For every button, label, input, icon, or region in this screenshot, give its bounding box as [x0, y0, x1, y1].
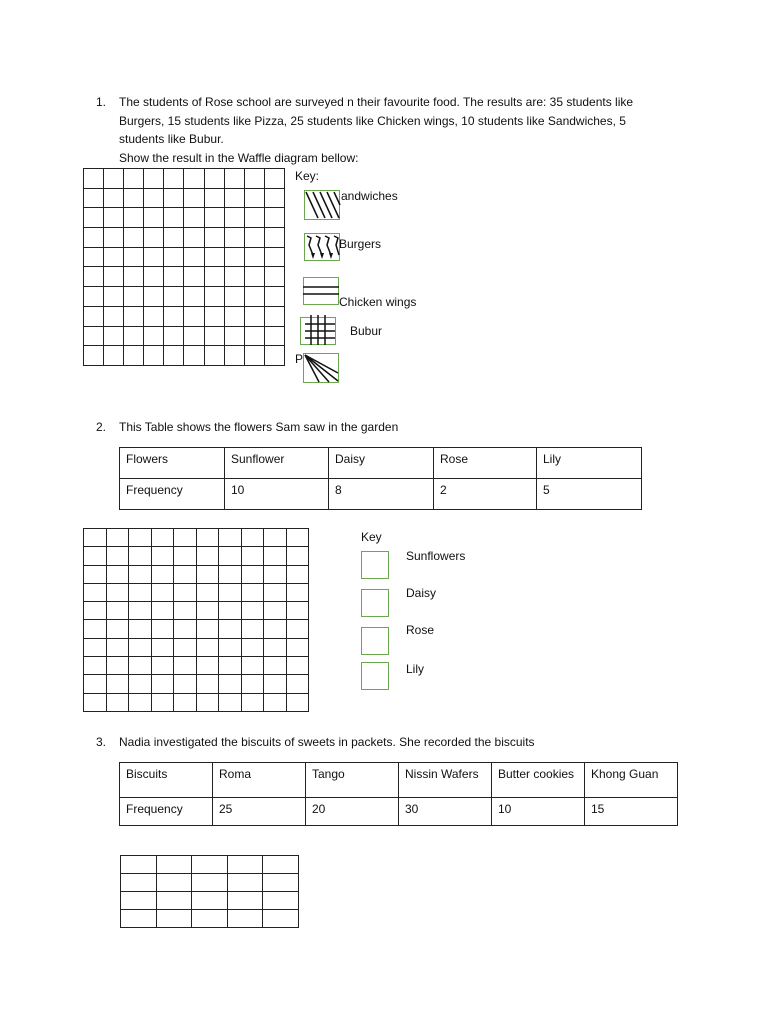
grid-cell[interactable] [84, 326, 104, 346]
grid-cell[interactable] [241, 529, 264, 547]
grid-cell[interactable] [84, 638, 107, 656]
grid-cell[interactable] [264, 693, 287, 711]
grid-cell[interactable] [192, 892, 228, 910]
grid-cell[interactable] [106, 547, 129, 565]
q1-line-4: Show the result in the Waffle diagram bellow: [119, 150, 359, 165]
q2-header-label: Flowers [120, 448, 225, 479]
grid-cell[interactable] [286, 657, 309, 675]
grid-cell[interactable] [106, 620, 129, 638]
grid-cell[interactable] [219, 583, 242, 601]
q3-value-roma: 25 [213, 798, 306, 826]
grid-cell[interactable] [104, 228, 124, 248]
q3-number: 3. [96, 735, 107, 749]
q3-col-butter-cookies: Butter cookies [492, 763, 585, 798]
grid-cell[interactable] [144, 287, 164, 307]
q1-line-2: Burgers, 15 students like Pizza, 25 students like Chicken wings, 10 students like Sandwiches, 5 [119, 113, 626, 128]
grid-cell[interactable] [164, 208, 184, 228]
grid-cell[interactable] [224, 208, 244, 228]
grid-cell[interactable] [84, 228, 104, 248]
grid-cell[interactable] [84, 208, 104, 228]
grid-cell[interactable] [196, 693, 219, 711]
grid-cell[interactable] [84, 547, 107, 565]
q2-col-lily: Lily [537, 448, 642, 479]
grid-cell[interactable] [227, 910, 263, 928]
grid-cell[interactable] [241, 675, 264, 693]
grid-cell[interactable] [241, 565, 264, 583]
grid-cell[interactable] [104, 188, 124, 208]
grid-cell[interactable] [164, 247, 184, 267]
grid-cell[interactable] [219, 620, 242, 638]
grid-cell[interactable] [144, 228, 164, 248]
grid-cell[interactable] [264, 208, 284, 228]
grid-cell[interactable] [129, 657, 152, 675]
grid-cell[interactable] [84, 565, 107, 583]
grid-cell[interactable] [224, 306, 244, 326]
grid-cell[interactable] [264, 602, 287, 620]
grid-cell[interactable] [244, 346, 264, 366]
q2-key-title: Key [361, 530, 382, 544]
grid-cell[interactable] [84, 583, 107, 601]
grid-cell[interactable] [84, 602, 107, 620]
grid-cell[interactable] [106, 529, 129, 547]
grid-cell[interactable] [104, 169, 124, 189]
grid-cell[interactable] [241, 620, 264, 638]
grid-cell[interactable] [184, 267, 204, 287]
grid-cell[interactable] [204, 169, 224, 189]
grid-cell[interactable] [151, 583, 174, 601]
q2-key-rose: Rose [406, 623, 435, 637]
grid-cell[interactable] [124, 169, 144, 189]
q2-value-lily: 5 [537, 479, 642, 510]
grid-cell[interactable] [264, 247, 284, 267]
grid-cell[interactable] [196, 583, 219, 601]
grid-cell[interactable] [244, 247, 264, 267]
q2-value-rose: 2 [434, 479, 537, 510]
q1-key-burgers: Burgers [339, 237, 382, 251]
grid-cell[interactable] [104, 287, 124, 307]
grid-cell[interactable] [129, 602, 152, 620]
grid-cell[interactable] [241, 583, 264, 601]
grid-cell[interactable] [129, 583, 152, 601]
grid-cell[interactable] [244, 287, 264, 307]
grid-cell[interactable] [129, 693, 152, 711]
grid-cell[interactable] [204, 267, 224, 287]
grid-cell[interactable] [196, 638, 219, 656]
grid-cell[interactable] [264, 326, 284, 346]
grid-cell[interactable] [241, 693, 264, 711]
grid-cell[interactable] [192, 910, 228, 928]
bubur-key-icon [300, 315, 336, 345]
grid-cell[interactable] [129, 675, 152, 693]
q1-line-1: The students of Rose school are surveyed n their favourite food. The results are: 35 students like [119, 95, 634, 109]
grid-cell[interactable] [124, 228, 144, 248]
grid-cell[interactable] [224, 287, 244, 307]
q3-col-nissin-wafers: Nissin Wafers [399, 763, 492, 798]
grid-cell[interactable] [264, 675, 287, 693]
grid-cell[interactable] [106, 693, 129, 711]
grid-cell[interactable] [219, 675, 242, 693]
grid-cell[interactable] [84, 169, 104, 189]
grid-cell[interactable] [106, 583, 129, 601]
grid-cell[interactable] [227, 856, 263, 874]
q1-key-title: Key: [295, 169, 320, 183]
pizza-key-icon [303, 353, 339, 383]
grid-cell[interactable] [196, 565, 219, 583]
grid-cell[interactable] [104, 346, 124, 366]
q3-text: Nadia investigated the biscuits of sweets in packets. She recorded the biscuits [119, 735, 535, 749]
grid-cell[interactable] [219, 693, 242, 711]
grid-cell[interactable] [106, 565, 129, 583]
grid-cell[interactable] [174, 638, 197, 656]
grid-cell[interactable] [84, 346, 104, 366]
grid-cell[interactable] [184, 326, 204, 346]
q2-value-sunflower: 10 [225, 479, 329, 510]
grid-cell[interactable] [124, 247, 144, 267]
grid-cell[interactable] [204, 208, 224, 228]
grid-cell[interactable] [156, 910, 192, 928]
grid-cell[interactable] [144, 169, 164, 189]
q2-waffle-grid[interactable] [83, 528, 309, 712]
grid-cell[interactable] [144, 346, 164, 366]
grid-cell[interactable] [241, 547, 264, 565]
grid-cell[interactable] [151, 529, 174, 547]
q1-key-chicken-wings: Chicken wings [339, 295, 417, 309]
grid-cell[interactable] [196, 547, 219, 565]
grid-cell[interactable] [164, 306, 184, 326]
q3-value-khong-guan: 15 [585, 798, 678, 826]
grid-cell[interactable] [129, 620, 152, 638]
grid-cell[interactable] [174, 547, 197, 565]
grid-cell[interactable] [264, 529, 287, 547]
grid-cell[interactable] [264, 267, 284, 287]
grid-cell[interactable] [151, 657, 174, 675]
grid-cell[interactable] [286, 583, 309, 601]
grid-cell[interactable] [241, 657, 264, 675]
grid-cell[interactable] [144, 188, 164, 208]
grid-cell[interactable] [219, 602, 242, 620]
grid-cell[interactable] [184, 188, 204, 208]
grid-cell[interactable] [156, 892, 192, 910]
grid-cell[interactable] [124, 306, 144, 326]
grid-cell[interactable] [244, 228, 264, 248]
grid-cell[interactable] [174, 529, 197, 547]
q1-text [119, 93, 679, 167]
q1-waffle-grid[interactable] [83, 168, 285, 366]
grid-cell[interactable] [184, 169, 204, 189]
grid-cell[interactable] [84, 693, 107, 711]
grid-cell[interactable] [244, 326, 264, 346]
grid-cell[interactable] [227, 874, 263, 892]
grid-cell[interactable] [224, 228, 244, 248]
grid-cell[interactable] [124, 287, 144, 307]
grid-cell[interactable] [106, 602, 129, 620]
grid-cell[interactable] [286, 693, 309, 711]
grid-cell[interactable] [144, 326, 164, 346]
q3-value-nissin-wafers: 30 [399, 798, 492, 826]
grid-cell[interactable] [196, 529, 219, 547]
q3-col-khong-guan: Khong Guan [585, 763, 678, 798]
grid-cell[interactable] [286, 602, 309, 620]
q2-row-label: Frequency [120, 479, 225, 510]
grid-cell[interactable] [156, 874, 192, 892]
grid-cell[interactable] [164, 267, 184, 287]
grid-cell[interactable] [263, 892, 299, 910]
grid-cell[interactable] [144, 208, 164, 228]
grid-cell[interactable] [84, 306, 104, 326]
grid-cell[interactable] [121, 910, 157, 928]
grid-cell[interactable] [263, 874, 299, 892]
grid-cell[interactable] [151, 675, 174, 693]
q2-key-daisy: Daisy [406, 586, 437, 600]
grid-cell[interactable] [264, 638, 287, 656]
grid-cell[interactable] [84, 675, 107, 693]
q3-value-butter-cookies: 10 [492, 798, 585, 826]
grid-cell[interactable] [224, 326, 244, 346]
q2-text: This Table shows the flowers Sam saw in the garden [119, 420, 399, 434]
q3-value-tango: 20 [306, 798, 399, 826]
q3-col-tango: Tango [306, 763, 399, 798]
grid-cell[interactable] [129, 565, 152, 583]
grid-cell[interactable] [204, 247, 224, 267]
grid-cell[interactable] [144, 247, 164, 267]
q2-value-daisy: 8 [329, 479, 434, 510]
grid-cell[interactable] [104, 208, 124, 228]
grid-cell[interactable] [264, 583, 287, 601]
grid-cell[interactable] [264, 188, 284, 208]
q2-key-box-rose[interactable] [361, 627, 389, 655]
grid-cell[interactable] [151, 693, 174, 711]
grid-cell[interactable] [204, 346, 224, 366]
q2-col-sunflower: Sunflower [225, 448, 329, 479]
grid-cell[interactable] [204, 228, 224, 248]
grid-cell[interactable] [174, 693, 197, 711]
q3-waffle-grid[interactable] [120, 855, 299, 928]
grid-cell[interactable] [174, 657, 197, 675]
q1-key-sandwiches: andwiches [341, 189, 398, 203]
grid-cell[interactable] [164, 169, 184, 189]
grid-cell[interactable] [129, 547, 152, 565]
grid-cell[interactable] [144, 306, 164, 326]
q2-number: 2. [96, 420, 107, 434]
q2-col-daisy: Daisy [329, 448, 434, 479]
grid-cell[interactable] [192, 856, 228, 874]
grid-cell[interactable] [219, 638, 242, 656]
q3-row-label: Frequency [120, 798, 213, 826]
chicken-wings-key-icon [303, 277, 339, 305]
q1-key-bubur: Bubur [350, 324, 383, 338]
grid-cell[interactable] [121, 856, 157, 874]
grid-cell[interactable] [241, 638, 264, 656]
grid-cell[interactable] [286, 638, 309, 656]
q3-header-label: Biscuits [120, 763, 213, 798]
grid-cell[interactable] [286, 529, 309, 547]
grid-cell[interactable] [121, 892, 157, 910]
grid-cell[interactable] [144, 267, 164, 287]
grid-cell[interactable] [264, 169, 284, 189]
grid-cell[interactable] [286, 565, 309, 583]
q3-biscuits-table [119, 762, 678, 826]
grid-cell[interactable] [204, 306, 224, 326]
grid-cell[interactable] [196, 620, 219, 638]
grid-cell[interactable] [84, 247, 104, 267]
grid-cell[interactable] [204, 287, 224, 307]
grid-cell[interactable] [104, 306, 124, 326]
grid-cell[interactable] [227, 892, 263, 910]
grid-cell[interactable] [151, 620, 174, 638]
grid-cell[interactable] [196, 657, 219, 675]
grid-cell[interactable] [124, 326, 144, 346]
grid-cell[interactable] [174, 583, 197, 601]
q2-col-rose: Rose [434, 448, 537, 479]
grid-cell[interactable] [84, 529, 107, 547]
grid-cell[interactable] [224, 267, 244, 287]
grid-cell[interactable] [196, 675, 219, 693]
grid-cell[interactable] [264, 287, 284, 307]
grid-cell[interactable] [184, 228, 204, 248]
grid-cell[interactable] [264, 657, 287, 675]
grid-cell[interactable] [124, 346, 144, 366]
grid-cell[interactable] [106, 638, 129, 656]
grid-cell[interactable] [219, 529, 242, 547]
grid-cell[interactable] [264, 228, 284, 248]
grid-cell[interactable] [106, 657, 129, 675]
q2-flowers-table [119, 447, 642, 510]
grid-cell[interactable] [286, 675, 309, 693]
grid-cell[interactable] [174, 620, 197, 638]
grid-cell[interactable] [184, 287, 204, 307]
grid-cell[interactable] [151, 602, 174, 620]
grid-cell[interactable] [84, 267, 104, 287]
grid-cell[interactable] [244, 267, 264, 287]
grid-cell[interactable] [151, 565, 174, 583]
grid-cell[interactable] [184, 208, 204, 228]
grid-cell[interactable] [164, 228, 184, 248]
grid-cell[interactable] [244, 188, 264, 208]
grid-cell[interactable] [264, 565, 287, 583]
grid-cell[interactable] [129, 529, 152, 547]
grid-cell[interactable] [174, 565, 197, 583]
grid-cell[interactable] [174, 602, 197, 620]
grid-cell[interactable] [156, 856, 192, 874]
q2-key-box-sunflowers[interactable] [361, 551, 389, 579]
q3-col-roma: Roma [213, 763, 306, 798]
grid-cell[interactable] [84, 287, 104, 307]
q2-key-lily: Lily [406, 662, 425, 676]
grid-cell[interactable] [219, 565, 242, 583]
grid-cell[interactable] [286, 547, 309, 565]
grid-cell[interactable] [184, 247, 204, 267]
grid-cell[interactable] [151, 547, 174, 565]
grid-cell[interactable] [124, 188, 144, 208]
grid-cell[interactable] [164, 287, 184, 307]
grid-cell[interactable] [264, 306, 284, 326]
q2-key-box-lily[interactable] [361, 662, 389, 690]
grid-cell[interactable] [124, 267, 144, 287]
grid-cell[interactable] [151, 638, 174, 656]
grid-cell[interactable] [264, 620, 287, 638]
grid-cell[interactable] [244, 208, 264, 228]
grid-cell[interactable] [84, 620, 107, 638]
grid-cell[interactable] [164, 326, 184, 346]
sandwiches-key-icon [304, 190, 340, 220]
grid-cell[interactable] [164, 188, 184, 208]
grid-cell[interactable] [104, 247, 124, 267]
grid-cell[interactable] [219, 657, 242, 675]
grid-cell[interactable] [264, 346, 284, 366]
q2-key-box-daisy[interactable] [361, 589, 389, 617]
q2-key-sunflowers: Sunflowers [406, 549, 466, 563]
grid-cell[interactable] [286, 620, 309, 638]
grid-cell[interactable] [192, 874, 228, 892]
burgers-key-icon [304, 233, 340, 261]
grid-cell[interactable] [263, 910, 299, 928]
grid-cell[interactable] [263, 856, 299, 874]
grid-cell[interactable] [184, 306, 204, 326]
grid-cell[interactable] [84, 657, 107, 675]
grid-cell[interactable] [244, 306, 264, 326]
q1-key-pizza: P [295, 352, 304, 366]
grid-cell[interactable] [84, 188, 104, 208]
grid-cell[interactable] [174, 675, 197, 693]
grid-cell[interactable] [129, 638, 152, 656]
grid-cell[interactable] [204, 326, 224, 346]
grid-cell[interactable] [124, 208, 144, 228]
grid-cell[interactable] [224, 169, 244, 189]
grid-cell[interactable] [196, 602, 219, 620]
grid-cell[interactable] [104, 326, 124, 346]
grid-cell[interactable] [224, 346, 244, 366]
grid-cell[interactable] [244, 169, 264, 189]
q1-number: 1. [96, 95, 107, 109]
q1-line-3: students like Bubur. [119, 132, 224, 146]
grid-cell[interactable] [184, 346, 204, 366]
grid-cell[interactable] [224, 247, 244, 267]
grid-cell[interactable] [204, 188, 224, 208]
grid-cell[interactable] [121, 874, 157, 892]
grid-cell[interactable] [224, 188, 244, 208]
grid-cell[interactable] [164, 346, 184, 366]
grid-cell[interactable] [219, 547, 242, 565]
grid-cell[interactable] [264, 547, 287, 565]
grid-cell[interactable] [106, 675, 129, 693]
grid-cell[interactable] [241, 602, 264, 620]
grid-cell[interactable] [104, 267, 124, 287]
